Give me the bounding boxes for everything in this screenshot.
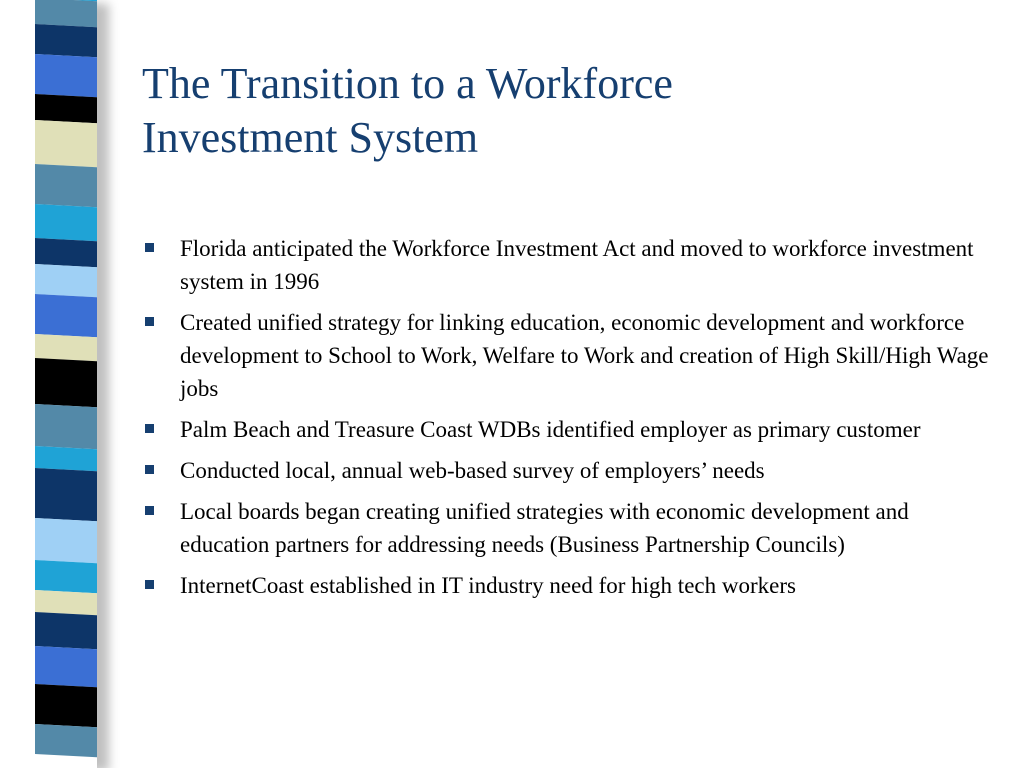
stripe-segment xyxy=(35,120,97,167)
square-bullet-icon xyxy=(145,317,154,326)
stripe-segment xyxy=(35,612,97,649)
stripe-segment xyxy=(35,164,97,207)
bullet-text: Palm Beach and Treasure Coast WDBs identified employer as primary customer xyxy=(180,417,921,442)
bullet-item xyxy=(142,413,992,446)
square-bullet-icon xyxy=(145,424,154,433)
stripe-segment xyxy=(35,238,97,267)
stripe-segment xyxy=(35,446,97,471)
stripe-segment xyxy=(35,294,97,337)
stripe-segment xyxy=(35,724,97,757)
bullet-item xyxy=(142,495,992,561)
bullet-text: Created unified strategy for linking education, economic development and workforce development to School to Work, Welfare to Work and creation of High Skill/High Wage jobs xyxy=(180,310,989,401)
bullet-list xyxy=(142,232,992,610)
square-bullet-icon xyxy=(145,243,154,252)
stripe-segment xyxy=(35,468,97,521)
stripe-segment xyxy=(35,264,97,297)
stripe-segment xyxy=(35,334,97,361)
stripe-segment xyxy=(35,358,97,407)
slide-title xyxy=(142,57,962,165)
slide-title-line-1: The Transition to a Workforce xyxy=(142,59,673,108)
square-bullet-icon xyxy=(145,506,154,515)
slide-title-line-2: Investment System xyxy=(142,113,479,162)
decorative-stripe-bar xyxy=(35,0,97,768)
stripe-segment xyxy=(35,94,97,123)
stripe-segment xyxy=(35,684,97,727)
stripe-segment xyxy=(35,590,97,615)
stripe-segment xyxy=(35,204,97,241)
stripe-segment xyxy=(35,54,97,97)
stripe-segment xyxy=(35,560,97,593)
stripe-segment xyxy=(35,404,97,449)
stripe-segment xyxy=(35,24,97,57)
stripe-segment xyxy=(35,0,97,27)
bullet-text: InternetCoast established in IT industry need for high tech workers xyxy=(180,573,796,598)
square-bullet-icon xyxy=(145,580,154,589)
bullet-item xyxy=(142,569,992,602)
stripe-segment xyxy=(35,646,97,687)
bullet-text: Florida anticipated the Workforce Investment Act and moved to workforce investment system in 1996 xyxy=(180,236,974,294)
bullet-item xyxy=(142,232,992,298)
bullet-item xyxy=(142,454,992,487)
square-bullet-icon xyxy=(145,465,154,474)
bullet-text: Conducted local, annual web-based survey of employers’ needs xyxy=(180,458,765,483)
stripe-segment xyxy=(35,518,97,563)
bullet-item xyxy=(142,306,992,405)
bullet-text: Local boards began creating unified strategies with economic development and education partners for addressing needs (Business Partnership Councils) xyxy=(180,499,909,557)
